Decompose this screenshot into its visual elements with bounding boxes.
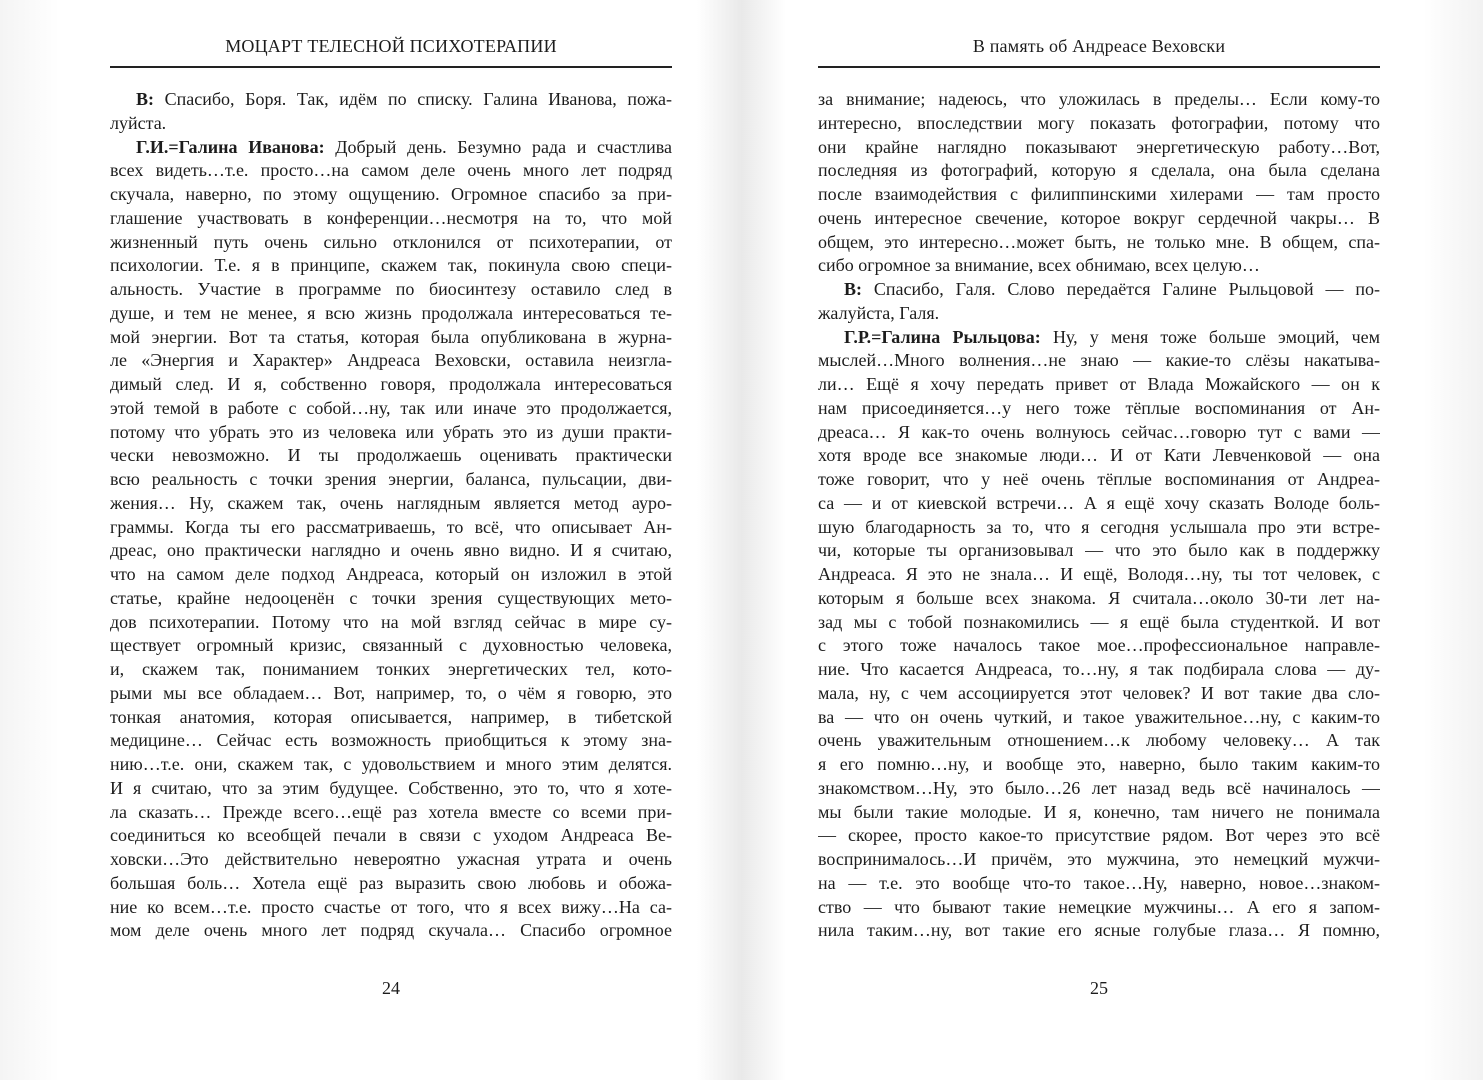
- text-line: [818, 634, 1380, 658]
- text-line: [110, 634, 672, 658]
- text-line: [818, 468, 1380, 492]
- text-line: [818, 919, 1380, 943]
- speech-paragraph: [818, 278, 1380, 326]
- text-line: [818, 444, 1380, 468]
- line-text: они крайне наглядно показывают энергетическую работу…Вот,: [818, 136, 1380, 157]
- line-text: всех видеть…т.е. просто…на самом деле очень много лет подряд: [110, 160, 672, 181]
- text-line: [110, 112, 672, 136]
- text-line: [110, 753, 672, 777]
- text-line: [818, 824, 1380, 848]
- text-line: [110, 231, 672, 255]
- text-line: [818, 302, 1380, 326]
- line-text: жизненный путь очень сильно отклонился от психотерапии, от: [110, 231, 672, 252]
- line-text: ние. Что касается Андреаса, то…ну, я так подбирала слова — ду-: [818, 659, 1380, 679]
- line-text: Ну, у меня тоже больше эмоций, чем: [1052, 326, 1380, 347]
- line-text: димый след. И я, собственно говоря, продолжала интересоваться: [110, 374, 672, 394]
- line-text: дреас, оно практически наглядно и очень явно видно. И я считаю,: [110, 540, 672, 561]
- text-line: [110, 706, 672, 730]
- line-text: знакомством…Ну, это было…26 лет назад ведь всё начиналось —: [818, 777, 1380, 798]
- text-line: [110, 729, 672, 753]
- line-text: общем, это интересно…может быть, не только мне. В общем, спа-: [818, 231, 1380, 252]
- text-line: [110, 872, 672, 896]
- line-text: ство — что бывают такие немецкие мужчины… А его я запом-: [818, 896, 1380, 917]
- text-line: [110, 349, 672, 373]
- text-line: [110, 896, 672, 920]
- text-line: [110, 587, 672, 611]
- text-line: [110, 801, 672, 825]
- line-text: с этого тоже началось такое мое…профессиональное направле-: [818, 635, 1380, 656]
- text-line: [818, 88, 1380, 112]
- speaker-label: В:: [136, 89, 154, 109]
- line-text: тоже говорит, что у неё очень тёплые воспоминания от Андреа-: [818, 469, 1380, 489]
- line-text: ние ко всем…т.е. просто счастье от того, что я всех вижу…На са-: [110, 896, 672, 917]
- running-head: В память об Андреасе Веховски: [972, 36, 1226, 56]
- page-text: [110, 88, 672, 943]
- text-line: [818, 326, 1380, 350]
- line-text: Добрый день. Безумно рада и счастлива: [335, 136, 672, 157]
- text-line: [110, 373, 672, 397]
- line-text: нила таким…ну, вот такие его ясные голубые глаза… Я помню,: [818, 920, 1380, 941]
- line-text: статье, крайне недооценён с точки зрения существующих мето-: [110, 587, 672, 608]
- speech-paragraph: [110, 88, 672, 136]
- running-head: МОЦАРТ ТЕЛЕСНОЙ ПСИХОТЕРАПИИ: [225, 36, 557, 56]
- line-text: я его помню…ну, и вообще это, наверно, было таким каким-то: [818, 754, 1380, 774]
- text-line: [110, 563, 672, 587]
- line-text: шую благодарность за то, что я сегодня услышала про эти встре-: [818, 516, 1380, 537]
- text-line: [818, 729, 1380, 753]
- header-rule: [110, 66, 672, 68]
- text-line: [818, 611, 1380, 635]
- text-line: [110, 492, 672, 516]
- line-text: рыми мы все обладаем… Вот, например, то, о чём я говорю, это: [110, 682, 672, 703]
- line-text: мом деле очень много лет подряд скучала… Спасибо огромное: [110, 920, 672, 941]
- text-line: [110, 777, 672, 801]
- line-text: чи, которые ты организовывал — что это было как в поддержку: [818, 540, 1380, 561]
- line-text: интересно, впоследствии могу показать фотографии, потому что: [818, 112, 1380, 133]
- line-text: после взаимодействия с филиппинскими хилерами — там просто: [818, 184, 1380, 204]
- line-text: соединиться ко всеобщей печали в связи с уходом Андреаса Ве-: [110, 825, 672, 846]
- text-line: [110, 326, 672, 350]
- line-text: ховски…Это действительно невероятно ужасная утрата и очень: [110, 849, 672, 869]
- line-text: мыслей…Много волнения…не знаю — какие-то слёзы накатыва-: [818, 350, 1380, 371]
- line-text: нам присоединяется…у него тоже тёплые воспоминания от Ан-: [818, 397, 1380, 418]
- line-text: дов психотерапии. Потому что на мой взгляд сейчас в мире су-: [110, 611, 672, 632]
- text-line: [110, 136, 672, 160]
- text-line: [818, 563, 1380, 587]
- line-text: глашение участвовать в конференции…несмотря на то, что мой: [110, 207, 672, 228]
- speech-paragraph: [818, 326, 1380, 944]
- line-text: чески невозможно. И ты продолжаешь оценивать практически: [110, 445, 672, 466]
- text-line: [818, 658, 1380, 682]
- text-line: [110, 278, 672, 302]
- line-text: мой энергии. Вот та статья, которая была опубликована в журна-: [110, 326, 672, 347]
- speaker-label: Г.И.=Галина Иванова:: [136, 136, 325, 157]
- text-line: [110, 302, 672, 326]
- line-text: что на самом деле подход Андреаса, который он изложил в этой: [110, 564, 672, 584]
- line-text: альность. Участие в программе по биосинтезу оставило след в: [110, 279, 672, 299]
- line-text: Спасибо, Боря. Так, идём по списку. Галина Иванова, пожа-: [164, 89, 672, 109]
- line-text: хотя вроде все знакомые люди… И от Кати Левченковой — она: [818, 445, 1380, 466]
- text-line: [110, 254, 672, 278]
- text-line: [818, 753, 1380, 777]
- page-text: [818, 88, 1380, 943]
- line-text: скучала, наверно, по этому ощущению. Огромное спасибо за при-: [110, 184, 672, 204]
- text-line: [110, 159, 672, 183]
- text-line: [818, 183, 1380, 207]
- text-line: [818, 254, 1380, 278]
- text-line: [818, 492, 1380, 516]
- text-line: [818, 706, 1380, 730]
- text-line: [818, 421, 1380, 445]
- text-line: [110, 207, 672, 231]
- page-number: 24: [382, 978, 400, 998]
- text-line: [110, 611, 672, 635]
- paragraph: [818, 88, 1380, 278]
- line-text: И я считаю, что за этим будущее. Собственно, это то, что я хоте-: [110, 777, 672, 798]
- text-line: [818, 848, 1380, 872]
- text-line: [818, 278, 1380, 302]
- line-text: потому что убрать это из человека или убрать это из души практи-: [110, 421, 672, 442]
- text-line: [110, 919, 672, 943]
- text-line: [818, 872, 1380, 896]
- text-line: [110, 516, 672, 540]
- line-text: ли… Ещё я хочу передать привет от Влада Можайского — он к: [818, 374, 1380, 394]
- line-text: мала, ну, с чем ассоциируется этот человек? И вот такие два сло-: [818, 682, 1380, 703]
- line-text: луйста.: [110, 112, 167, 133]
- line-text: душе, и тем не менее, я всю жизнь продолжала интересоваться те-: [110, 302, 672, 323]
- text-line: [818, 539, 1380, 563]
- line-text: очень уважительным отношением…к любому человеку… А так: [818, 730, 1380, 751]
- line-text: зад мы с тобой познакомились — я ещё была студенткой. И вот: [818, 611, 1380, 632]
- text-line: [818, 373, 1380, 397]
- header-rule: [818, 66, 1380, 68]
- text-line: [110, 848, 672, 872]
- speaker-label: В:: [844, 279, 862, 299]
- text-line: [818, 112, 1380, 136]
- line-text: — скорее, просто какое-то присутствие рядом. Вот через это всё: [818, 825, 1380, 846]
- line-text: ществует огромный кризис, связанный с духовностью человека,: [110, 635, 672, 656]
- line-text: ла сказать… Прежде всего…ещё раз хотела вместе со всеми при-: [110, 801, 672, 822]
- line-text: воспринималось…И причём, это мужчина, это немецкий мужчи-: [818, 849, 1380, 869]
- text-line: [818, 516, 1380, 540]
- line-text: дреаса… Я как-то очень волнуюсь сейчас…говорю тут с вами —: [818, 421, 1380, 442]
- text-line: [818, 587, 1380, 611]
- line-text: са — и от киевской встречи… А я ещё хочу сказать Володе боль-: [818, 492, 1380, 513]
- line-text: которым я больше всех знакома. Я считала…около 30-ти лет на-: [818, 587, 1380, 608]
- line-text: тонкая анатомия, которая описывается, например, в тибетской: [110, 706, 672, 727]
- text-line: [110, 824, 672, 848]
- line-text: этой темой в работе с собой…ну, так или иначе это продолжается,: [110, 397, 672, 418]
- text-line: [818, 231, 1380, 255]
- text-line: [818, 207, 1380, 231]
- line-text: нию…т.е. они, скажем так, с удовольствием и много этим делятся.: [110, 754, 672, 774]
- speaker-label: Г.Р.=Галина Рыльцова:: [844, 326, 1041, 347]
- text-line: [818, 397, 1380, 421]
- text-line: [818, 801, 1380, 825]
- line-text: на — т.е. это вообще что-то такое…Ну, наверно, новое…знаком-: [818, 872, 1380, 893]
- text-line: [818, 682, 1380, 706]
- text-line: [818, 159, 1380, 183]
- line-text: за внимание; надеюсь, что уложилась в пределы… Если кому-то: [818, 89, 1380, 109]
- text-line: [110, 682, 672, 706]
- line-text: Спасибо, Галя. Слово передаётся Галине Рыльцовой — по-: [873, 279, 1380, 299]
- text-line: [110, 468, 672, 492]
- line-text: психологии. Т.е. я в принципе, скажем так, покинула свою специ-: [110, 255, 672, 276]
- text-line: [818, 777, 1380, 801]
- line-text: очень интересное свечение, которое вокруг сердечной чакры… В: [818, 207, 1380, 228]
- line-text: медицине… Сейчас есть возможность приобщиться к этому зна-: [110, 730, 672, 751]
- speech-paragraph: [110, 136, 672, 944]
- line-text: всю реальность с точки зрения энергии, баланса, пульсации, дви-: [110, 469, 672, 489]
- text-line: [110, 421, 672, 445]
- text-line: [110, 539, 672, 563]
- line-text: сибо огромное за внимание, всех обнимаю, всех целую…: [818, 255, 1260, 276]
- line-text: мы были такие молодые. И я, конечно, там ничего не понимала: [818, 801, 1380, 822]
- text-line: [818, 896, 1380, 920]
- text-line: [818, 136, 1380, 160]
- line-text: жалуйста, Галя.: [818, 302, 940, 323]
- text-line: [110, 658, 672, 682]
- line-text: последняя из фотографий, которую я сделала, она была сделана: [818, 160, 1380, 181]
- page-number: 25: [1090, 978, 1108, 998]
- line-text: жения… Ну, скажем так, очень наглядным является метод ауро-: [110, 492, 672, 513]
- text-line: [110, 397, 672, 421]
- line-text: Андреаса. Я это не знала… И ещё, Володя…ну, ты тот человек, с: [818, 564, 1380, 584]
- text-line: [110, 444, 672, 468]
- line-text: большая боль… Хотела ещё раз выразить свою любовь и обожа-: [110, 872, 672, 893]
- text-line: [110, 183, 672, 207]
- line-text: граммы. Когда ты его рассматриваешь, то всё, что описывает Ан-: [110, 516, 672, 537]
- line-text: и, скажем так, пониманием тонких энергетических тел, кото-: [110, 659, 672, 679]
- line-text: ва — что он очень чуткий, и такое уважительное…ну, с каким-то: [818, 706, 1380, 727]
- line-text: ле «Энергия и Характер» Андреаса Веховски, оставила неизгла-: [110, 350, 672, 371]
- text-line: [110, 88, 672, 112]
- text-line: [818, 349, 1380, 373]
